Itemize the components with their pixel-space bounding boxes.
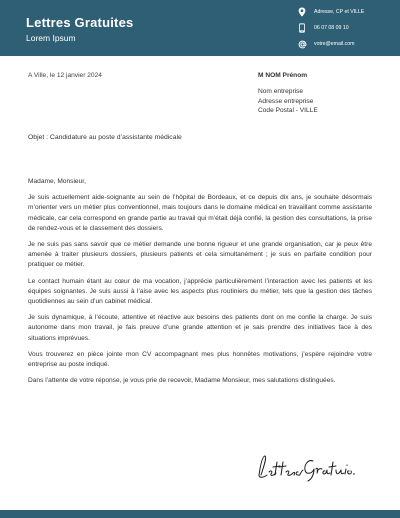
brand-name: Lettres Gratuites <box>26 15 134 30</box>
recipient-company: Nom entreprise <box>258 88 304 95</box>
letter-paragraph: Dans l’attente de votre réponse, je vous prie de recevoir, Madame Monsieur, mes salutations distinguées. <box>28 377 336 385</box>
letter-paragraph: Je ne suis pas sans savoir que ce métier demande une bonne rigueur et une grande organisation, car je peux être amenée à traiter plusieurs dossiers, plusieurs patients et cela simultanément ; je suis en parfaite condition pour pratiquer ce métier. <box>28 241 372 269</box>
brand-subtitle: Lorem Ipsum <box>26 33 76 43</box>
contact-email-text: votre@email.com <box>314 41 355 47</box>
header-banner <box>0 0 400 56</box>
letter-date: A Ville, le 12 janvier 2024 <box>28 72 102 79</box>
contact-email <box>296 38 354 50</box>
footer-bar <box>0 510 400 518</box>
at-sign-icon <box>296 38 308 50</box>
recipient-address: Adresse entreprise <box>258 97 314 105</box>
signature-text <box>355 448 356 449</box>
letter-paragraph: Je suis actuellement aide-soignante au sein de l’hôpital de Bordeaux, et ce depuis dix ans, je souhaite désormais m’orienter vers un métier plus conventionnel, mais toujours dans le domaine médical en travaillant comme assistante médicale, car cela correspond en grande partie au travail qui m’était déjà confié, la gestion des consultations, la prise de rendez-vous et le classement des dossiers. <box>28 194 372 232</box>
handwritten-signature <box>255 448 355 484</box>
contact-address-text: Adresse, CP et VILLE <box>314 9 365 15</box>
recipient-name: M NOM Prénom <box>258 72 308 79</box>
letter-body <box>28 177 372 392</box>
letter-paragraph: Le contact humain étant au cœur de ma vocation, j’apprécie particulièrement l’interaction avec les patients et les équipes soignantes. Je suis aussi à l’aise avec les aspects plus routiniers du métier, tels que la gestion des tâches quotidiennes au sein d’un cabinet médical. <box>28 277 372 306</box>
letter-paragraph: Vous trouverez en pièce jointe mon CV accompagnant mes plus honnêtes motivations, j’espère rejoindre votre entreprise au poste indiqué. <box>28 350 372 369</box>
recipient-postal-city: Code Postal - VILLE <box>258 107 318 114</box>
letter-salutation: Madame, Monsieur, <box>28 178 86 185</box>
letter-paragraph: Je suis dynamique, à l’écoute, attentive et réactive aux besoins des patients dont on me confie la charge. Je suis autonome dans mon travail, je fais preuve d’une grande attention et je sais prendre des initiatives face à des situations imprévues. <box>28 314 372 342</box>
contact-address <box>296 6 364 18</box>
contact-phone-text: 06 07 08 09 10 <box>314 25 349 31</box>
contact-phone <box>296 22 349 34</box>
phone-icon <box>296 22 308 34</box>
recipient-block <box>258 72 318 116</box>
location-pin-icon <box>296 6 308 18</box>
letter-subject: Objet : Candidature au poste d’assistante médicale <box>28 134 182 141</box>
